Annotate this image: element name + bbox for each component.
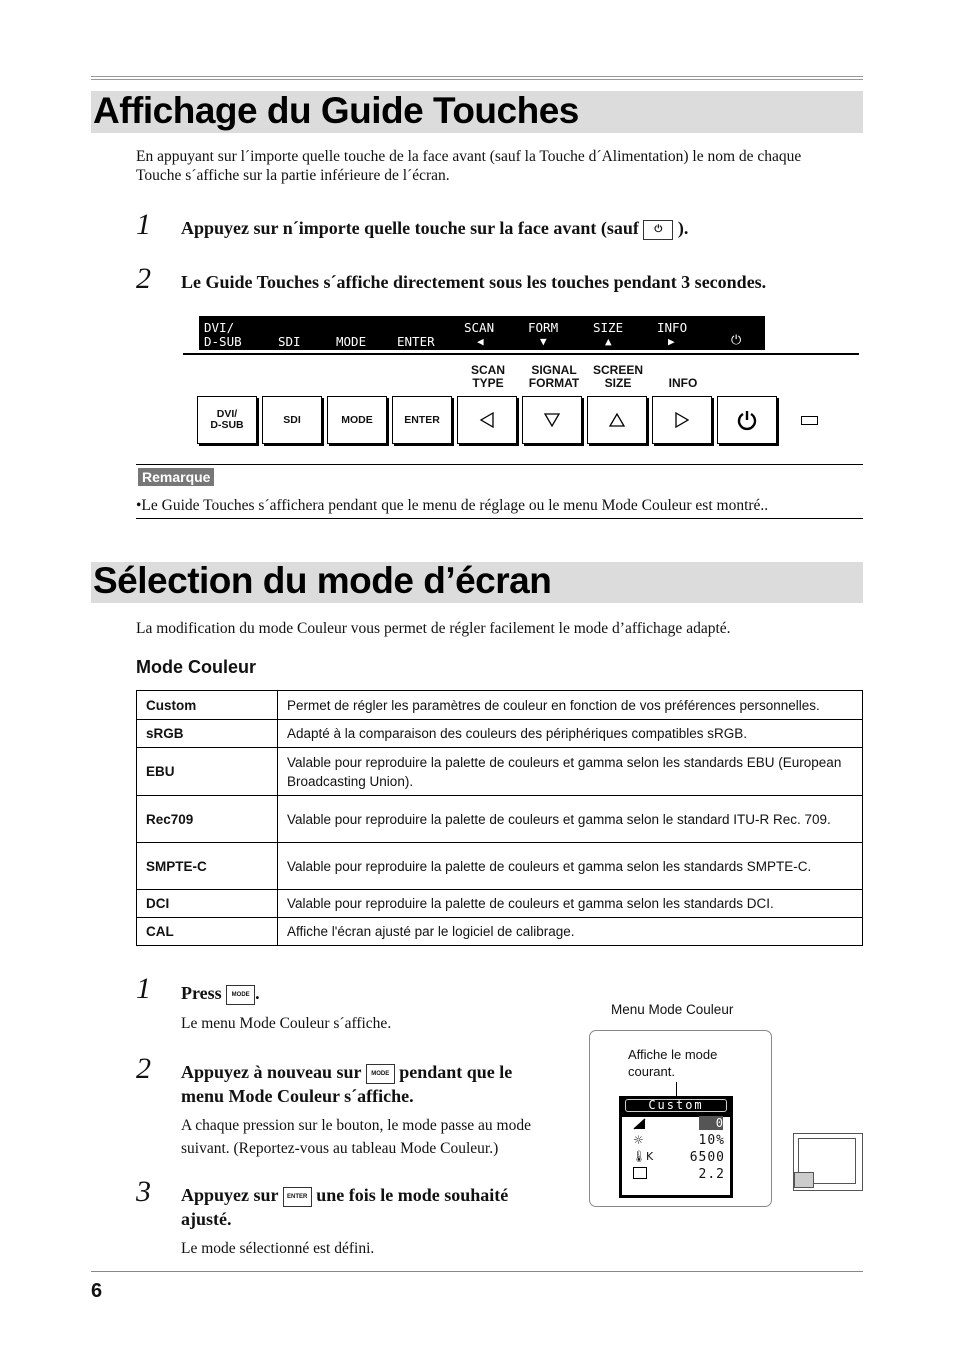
label-signal-format: SIGNAL FORMAT <box>528 363 580 390</box>
step-number: 3 <box>136 1175 151 1208</box>
right-button[interactable] <box>652 396 712 444</box>
table-row <box>137 691 863 720</box>
top-rule <box>91 76 863 77</box>
dvi-dsub-button[interactable]: DVI/ D-SUB <box>197 396 257 444</box>
power-icon <box>736 409 758 431</box>
up-triangle-icon <box>608 411 626 429</box>
step-1-text <box>181 983 260 1005</box>
contrast-icon <box>633 1117 647 1129</box>
step-text: Appuyez sur n´importe quelle touche sur la face avant (sauf <box>181 218 639 238</box>
down-arrow-icon: ▼ <box>540 335 547 348</box>
step-text: Appuyez sur <box>181 1185 279 1205</box>
brightness-icon: ☼ <box>633 1133 644 1147</box>
table-row <box>137 720 863 748</box>
left-triangle-icon <box>478 411 496 429</box>
label-screen-size: SCREEN SIZE <box>592 363 643 390</box>
up-button[interactable] <box>587 396 647 444</box>
menu-callout-text: Affiche le mode courant. <box>628 1047 718 1079</box>
color-mode-table <box>136 690 863 946</box>
sdi-button[interactable]: SDI <box>262 396 322 444</box>
temperature-unit: K <box>645 1150 654 1163</box>
desc-cell: Valable pour reproduire la palette de couleurs et gamma selon le standard ITU-R Rec. 709. <box>278 796 863 843</box>
step-1-text <box>181 218 688 240</box>
table-row <box>137 890 863 918</box>
section-title: Sélection du mode d’écran <box>93 560 552 601</box>
guide-label: ENTER <box>397 334 435 349</box>
power-button[interactable] <box>717 396 777 444</box>
guide-label: FORM <box>528 320 559 335</box>
step-text: Appuyez à nouveau sur <box>181 1062 362 1082</box>
enter-key-icon: ENTER <box>283 1187 312 1207</box>
up-arrow-icon: ▲ <box>605 335 612 348</box>
right-arrow-icon: ▶ <box>668 335 675 348</box>
table-row <box>137 918 863 946</box>
mode-key-icon: MODE <box>226 985 255 1005</box>
page-number: 6 <box>91 1280 103 1302</box>
step-sub-text: A chaque pression sur le bouton, le mode passe au mode suivant. (Reportez-vous au tableau Mode Couleur.) <box>181 1117 531 1157</box>
step-text: Press <box>181 983 222 1003</box>
left-button[interactable] <box>457 396 517 444</box>
right-triangle-icon <box>673 411 691 429</box>
guide-label: MODE <box>336 334 367 349</box>
mode-cell: CAL <box>137 918 278 946</box>
step-3-text-line2: ajusté. <box>181 1209 232 1229</box>
mode-cell: Rec709 <box>137 796 278 843</box>
menu-mode-name: Custom <box>648 1098 704 1112</box>
guide-label: SIZE <box>593 320 624 335</box>
power-key-icon: ⏻ <box>643 220 673 240</box>
step-text-cont: une fois le mode souhaité <box>316 1185 509 1205</box>
step-sub-text: Le menu Mode Couleur s´affiche. <box>181 1015 392 1032</box>
table-row <box>137 843 863 890</box>
contrast-value: 0 <box>699 1116 723 1130</box>
guide-label: DVI/ <box>204 320 235 335</box>
step-text-cont: pendant que le <box>399 1062 513 1082</box>
step-2-text <box>181 1062 512 1084</box>
step-text-end: ). <box>677 218 689 238</box>
desc-cell: Affiche l'écran ajusté par le logiciel de calibrage. <box>278 918 863 946</box>
section-title: Affichage du Guide Touches <box>93 90 579 131</box>
guide-label: INFO <box>657 320 688 335</box>
mode-cell: DCI <box>137 890 278 918</box>
guide-label: SDI <box>278 334 301 349</box>
step-2-text-line2: menu Mode Couleur s´affiche. <box>181 1086 414 1106</box>
step-text-end: . <box>255 983 260 1003</box>
table-row <box>137 796 863 843</box>
step-number: 2 <box>136 262 151 295</box>
intro-paragraph: En appuyant sur l´importe quelle touche de la face avant (sauf la Touche d´Alimentation) le nom de chaque Touche s´affiche sur la partie inférieure de l´écran. <box>136 148 802 184</box>
note-rule-top <box>136 464 863 465</box>
mode-cell: sRGB <box>137 720 278 748</box>
gamma-value: 2.2 <box>698 1167 725 1182</box>
mode-cell: EBU <box>137 748 278 796</box>
mode-cell: Custom <box>137 691 278 720</box>
power-icon: ⏻ <box>731 333 742 348</box>
mode-button[interactable]: MODE <box>327 396 387 444</box>
key-guide-bar <box>199 316 765 350</box>
guide-label: SCAN <box>464 320 495 335</box>
step-number: 2 <box>136 1052 151 1085</box>
mode-cell: SMPTE-C <box>137 843 278 890</box>
footer-rule <box>91 1271 863 1272</box>
step-3-text <box>181 1185 508 1207</box>
top-rule-2 <box>91 79 863 80</box>
monitor-thumbnail-icon <box>793 1133 863 1191</box>
section-title-bar <box>91 562 863 603</box>
temperature-icon: 🌡K <box>632 1150 654 1163</box>
gamma-icon <box>633 1167 647 1179</box>
note-text: •Le Guide Touches s´affichera pendant que le menu de réglage ou le menu Mode Couleur est montré.. <box>136 497 769 514</box>
desc-cell: Adapté à la comparaison des couleurs des périphériques compatibles sRGB. <box>278 720 863 748</box>
enter-button[interactable]: ENTER <box>392 396 452 444</box>
note-rule-bottom <box>136 518 863 519</box>
subsection-title: Mode Couleur <box>136 657 256 677</box>
desc-cell: Valable pour reproduire la palette de couleurs et gamma selon les standards DCI. <box>278 890 863 918</box>
step-sub-text: Le mode sélectionné est défini. <box>181 1240 375 1257</box>
section-title-bar <box>91 91 863 133</box>
step-number: 1 <box>136 972 151 1005</box>
guide-label: D-SUB <box>204 334 242 349</box>
bezel-line <box>183 353 859 355</box>
desc-cell: Permet de régler les paramètres de couleur en fonction de vos préférences personnelles. <box>278 691 863 720</box>
label-info: INFO <box>668 376 698 390</box>
note-label: Remarque <box>138 468 214 486</box>
down-button[interactable] <box>522 396 582 444</box>
brightness-value: 10% <box>698 1133 725 1148</box>
power-indicator-icon <box>801 416 818 425</box>
osd-color-menu <box>619 1096 733 1198</box>
step-number: 1 <box>136 208 151 241</box>
intro-paragraph: La modification du mode Couleur vous permet de régler facilement le mode d’affichage adapté. <box>136 620 731 637</box>
mode-key-icon: MODE <box>366 1064 395 1084</box>
desc-cell: Valable pour reproduire la palette de couleurs et gamma selon les standards SMPTE-C. <box>278 843 863 890</box>
temperature-value: 6500 <box>689 1150 725 1165</box>
desc-cell: Valable pour reproduire la palette de couleurs et gamma selon les standards EBU (European Broadcasting Union). <box>278 748 863 796</box>
down-triangle-icon <box>543 411 561 429</box>
left-arrow-icon: ◀ <box>477 335 484 348</box>
step-2-text: Le Guide Touches s´affiche directement sous les touches pendant 3 secondes. <box>181 272 767 292</box>
table-row <box>137 748 863 796</box>
label-scan-type: SCAN TYPE <box>470 363 505 390</box>
menu-caption: Menu Mode Couleur <box>611 1002 734 1017</box>
